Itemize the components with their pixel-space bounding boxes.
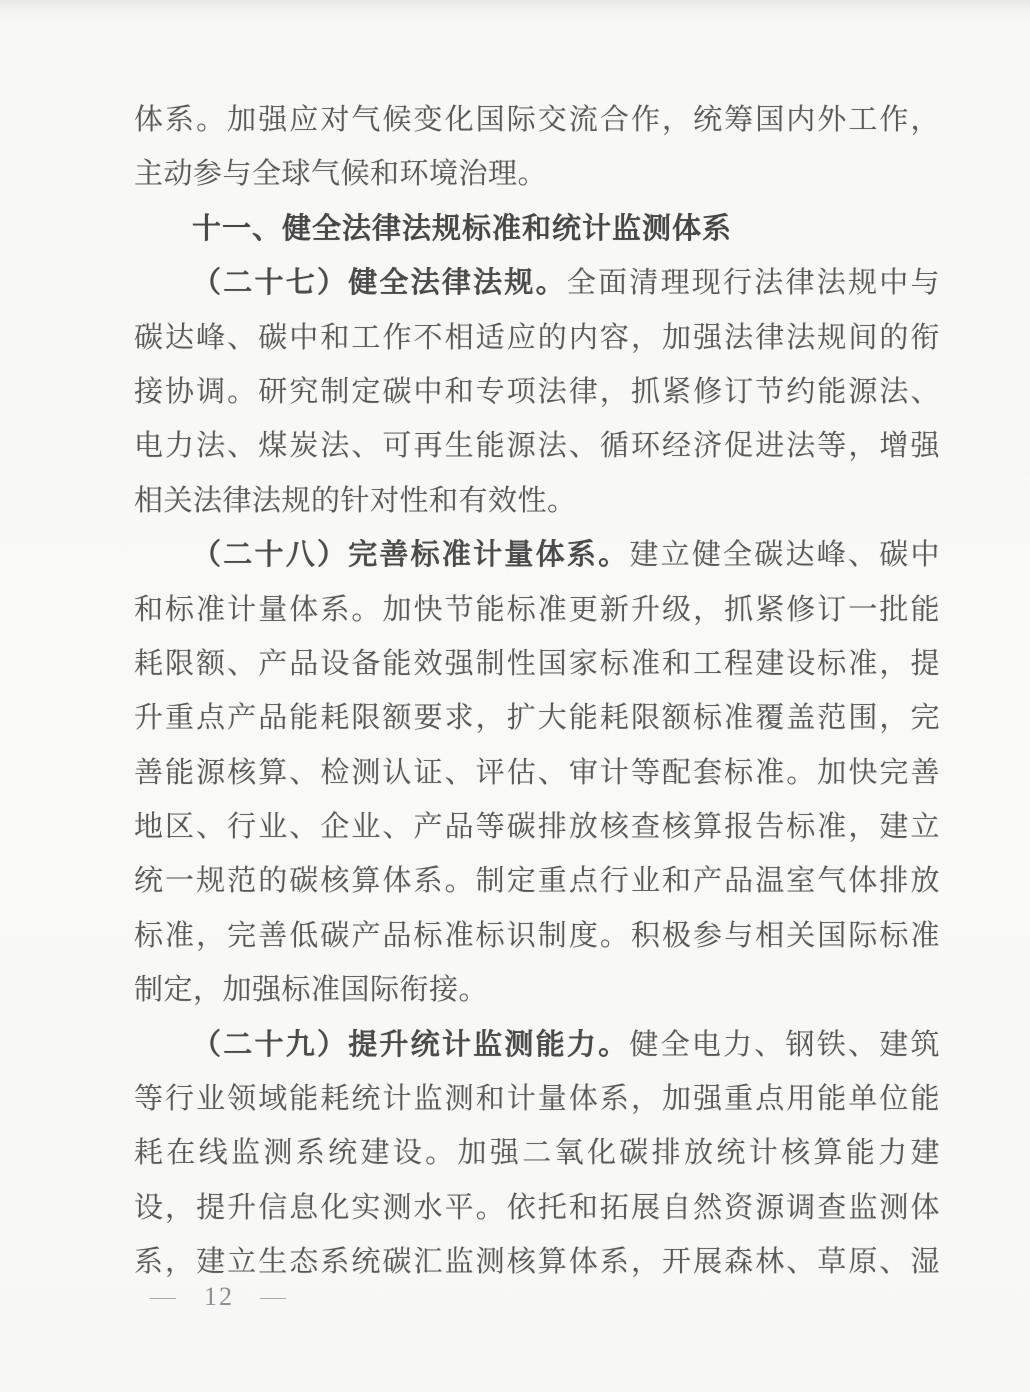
paragraph-text: 全面清理现行法律法规中与 (566, 267, 940, 300)
text-line: 碳达峰、碳中和工作不相适应的内容，加强法律法规间的衔 (134, 321, 940, 354)
section-heading: 十一、健全法律法规标准和统计监测体系 (192, 212, 733, 245)
page-body (134, 93, 940, 1290)
text-line: 标准，完善低碳产品标准标识制度。积极参与相关国际标准 (134, 919, 940, 952)
text-line: 相关法律法规的针对性和有效性。 (134, 484, 577, 517)
paragraph-lead: （二十七）健全法律法规。 (192, 267, 567, 300)
text-line: 地区、行业、企业、产品等碳排放核查核算报告标准，建立 (134, 811, 940, 844)
text-line: 耗限额、产品设备能效强制性国家标准和工程建设标准，提 (134, 647, 940, 680)
paragraph-start-line (134, 1018, 940, 1072)
text-line: 统一规范的碳核算体系。制定重点行业和产品温室气体排放 (134, 865, 940, 898)
paragraph-lead: （二十八）完善标准计量体系。 (192, 539, 630, 572)
paragraph-text: 建立健全碳达峰、碳中 (629, 539, 940, 572)
text-line: 设，提升信息化实测水平。依托和拓展自然资源调查监测体 (134, 1191, 940, 1224)
text-line: 善能源核算、检测认证、评估、审计等配套标准。加快完善 (134, 756, 940, 789)
text-line: 接协调。研究制定碳中和专项法律，抓紧修订节约能源法、 (134, 375, 940, 408)
text-line: 升重点产品能耗限额要求，扩大能耗限额标准覆盖范围，完 (134, 702, 940, 735)
paragraph-start-line (134, 528, 940, 582)
text-line: 耗在线监测系统建设。加强二氧化碳排放统计核算能力建 (134, 1137, 940, 1170)
page-number: 12 (204, 1282, 234, 1311)
text-line: 系，建立生态系统碳汇监测核算体系，开展森林、草原、湿 (134, 1246, 940, 1279)
text-line: 等行业领域能耗统计监测和计量体系，加强重点用能单位能 (134, 1083, 940, 1116)
footer-right-dash: — (260, 1285, 288, 1309)
text-line: 和标准计量体系。加快节能标准更新升级，抓紧修订一批能 (134, 593, 940, 626)
page-footer (150, 1282, 288, 1312)
text-line: 制定，加强标准国际衔接。 (134, 974, 489, 1007)
footer-left-dash: — (150, 1285, 178, 1309)
paragraph-lead: （二十九）提升统计监测能力。 (192, 1028, 630, 1061)
paragraph-text: 健全电力、钢铁、建筑 (629, 1028, 940, 1061)
text-line: 主动参与全球气候和环境治理。 (134, 158, 548, 191)
text-line: 体系。加强应对气候变化国际交流合作，统筹国内外工作， (134, 104, 940, 136)
text-line: 电力法、煤炭法、可再生能源法、循环经济促进法等，增强 (134, 430, 940, 463)
paragraph-start-line (134, 256, 940, 310)
